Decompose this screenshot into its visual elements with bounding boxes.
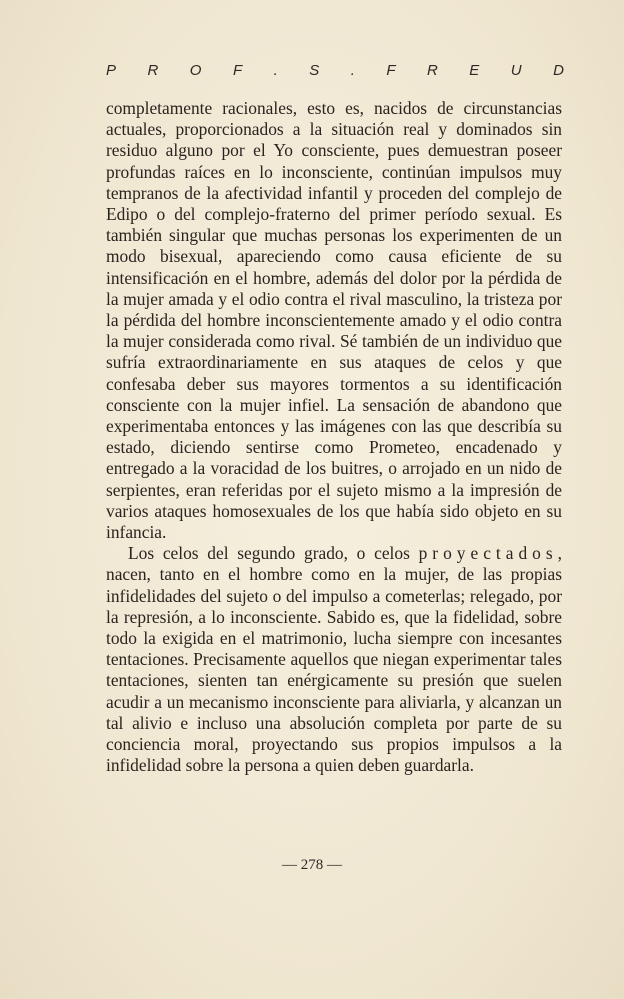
running-head-letter: . (273, 62, 278, 79)
running-head-letter: F (386, 62, 396, 79)
paragraph-projected-jealousy (106, 543, 562, 776)
running-head-letter: D (553, 62, 564, 79)
spaced-emphasis: proyectados (418, 543, 558, 564)
paragraph-text: , nacen, tanto en el hombre como en la mujer, de las propias infidelidades del sujeto o del impulso a cometerlas; relegado, por la represión, a lo inconsciente. Sabido es, que la fidelidad, sobre todo la exigida en el matrimonio, lucha siempre con incesantes tentaciones. Precisamente aquellos que niegan experimentar tales tentaciones, sienten tan enérgicamente su presión que suelen acudir a un mecanismo inconsciente para aliviarla, y alcanzan un tal alivio e incluso una absolución completa por parte de su conciencia moral, proyectando sus propios impulsos a la infidelidad sobre la persona a quien deben guardarla. (106, 543, 562, 776)
running-head-letter: O (189, 62, 202, 79)
paragraph-text: Los celos del segundo grado, o celos (128, 543, 419, 564)
paragraph-continued: completamente racionales, esto es, nacidos de circunstancias actuales, proporcionados a la situación real y dominados sin residuo alguno por el Yo consciente, pues demuestran poseer profundas raíces en lo inconsciente, continúan impulsos muy tempranos de la afectividad infantil y proceden del complejo de Edipo o del complejo-fraterno del primer período sexual. Es también singular que muchas personas los experimenten de un modo bisexual, apareciendo como causa eficiente de su intensificación en el hombre, además del dolor por la pérdida de la mujer amada y el odio contra el rival masculino, la tristeza por la pérdida del hombre inconscientemente amado y el odio contra la mujer considerada como rival. Sé también de un individuo que sufría extraordinariamente en sus ataques de celos y que confesaba deber sus mayores tormentos a su identificación consciente con la mujer infiel. La sensación de abandono que experimentaba entonces y las imágenes con las que describía su estado, diciendo sentirse como Prometeo, encadenado y entregado a la voracidad de los buitres, o arrojado en un nido de serpientes, eran referidas por el sujeto mismo a la impresión de varios ataques homosexuales de los que había sido objeto en su infancia. (106, 98, 562, 543)
running-head-letter: E (469, 62, 480, 79)
running-head-letter: S (309, 62, 320, 79)
running-head-letter: R (426, 62, 438, 79)
running-head-letter: P (106, 62, 117, 79)
running-head-letter: F (232, 62, 243, 79)
running-head-letter: R (147, 62, 159, 79)
running-head-letter: U (510, 62, 522, 79)
body-text (106, 98, 562, 777)
running-head-letter: . (350, 62, 355, 79)
running-head (106, 62, 564, 79)
page-number: — 278 — (282, 857, 342, 873)
